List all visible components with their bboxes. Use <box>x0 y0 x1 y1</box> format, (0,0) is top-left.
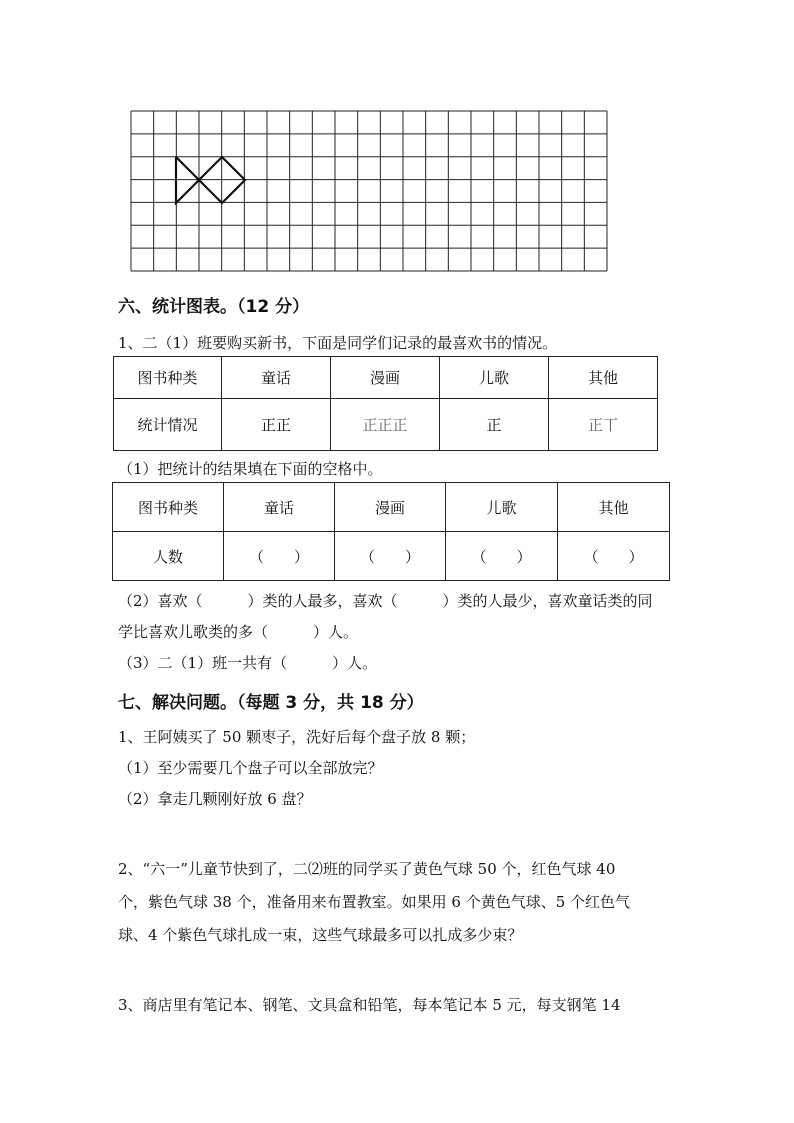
table-cell: 童话 <box>222 357 331 399</box>
count-table <box>112 482 670 581</box>
answer-blank[interactable]: （ ） <box>446 532 558 581</box>
table-cell: 图书种类 <box>113 483 224 532</box>
table-cell: 儿歌 <box>440 357 549 399</box>
count-table-header-row <box>113 483 670 532</box>
table-cell: 童话 <box>224 483 335 532</box>
tally-marks: 正丅 <box>549 399 658 451</box>
problem-1: 1、王阿姨买了 50 颗枣子，洗好后每个盘子放 8 颗； <box>118 728 476 746</box>
problem-2-line1: 2、“六一”儿童节快到了，二⑵班的同学买了黄色气球 50 个，红色气球 40 <box>118 860 616 878</box>
subquestion-3: （3）二（1）班一共有（ ）人。 <box>118 654 378 672</box>
problem-1-part-a: （1）至少需要几个盘子可以全部放完？ <box>118 759 383 777</box>
problem-2-line2: 个，紫色气球 38 个，准备用来布置教室。如果用 6 个黄色气球、5 个红色气 <box>118 893 631 911</box>
table-cell: 漫画 <box>331 357 440 399</box>
table-cell: 其他 <box>558 483 670 532</box>
table-cell: 正 <box>440 399 549 451</box>
answer-blank[interactable]: （ ） <box>335 532 446 581</box>
problem-1-part-b: （2）拿走几颗刚好放 6 盘？ <box>118 790 312 808</box>
tally-marks: 正正正 <box>331 399 440 451</box>
problem-3-line1: 3、商店里有笔记本、钢笔、文具盒和铅笔，每本笔记本 5 元，每支钢笔 14 <box>118 996 621 1014</box>
subquestion-2-line2: 学比喜欢儿歌类的多（ ）人。 <box>118 623 359 641</box>
grid-figure <box>130 110 610 274</box>
table-cell: 图书种类 <box>114 357 222 399</box>
table-cell: 其他 <box>549 357 658 399</box>
count-table-data-row <box>113 532 670 581</box>
tally-table <box>113 356 658 451</box>
table-cell: 正正 <box>222 399 331 451</box>
section6-question1: 1、二（1）班要购买新书，下面是同学们记录的最喜欢书的情况。 <box>118 334 558 352</box>
table-cell: 统计情况 <box>114 399 222 451</box>
tally-table-header-row <box>114 357 658 399</box>
answer-blank[interactable]: （ ） <box>558 532 670 581</box>
subquestion-2-line1: （2）喜欢（ ）类的人最多，喜欢（ ）类的人最少，喜欢童话类的同 <box>118 592 653 610</box>
subquestion-1: （1）把统计的结果填在下面的空格中。 <box>118 460 383 478</box>
tally-table-data-row <box>114 399 658 451</box>
table-cell: 漫画 <box>335 483 446 532</box>
table-cell: 人数 <box>113 532 224 581</box>
section6-title: 六、统计图表。（12 分） <box>118 297 310 317</box>
problem-2-line3: 球、4 个紫色气球扎成一束，这些气球最多可以扎成多少束？ <box>118 926 523 944</box>
answer-blank[interactable]: （ ） <box>224 532 335 581</box>
table-cell: 儿歌 <box>446 483 558 532</box>
grid-lines <box>131 111 607 271</box>
section7-title: 七、解决问题。（每题 3 分，共 18 分） <box>118 693 424 713</box>
